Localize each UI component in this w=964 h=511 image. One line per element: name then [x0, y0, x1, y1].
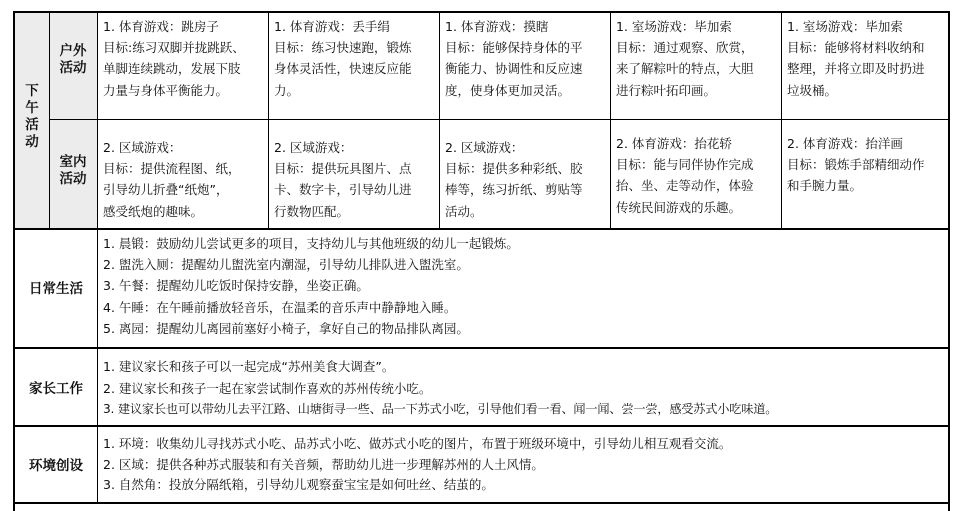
- afternoon-label: 下午活动: [25, 83, 39, 150]
- daily-label: 日常生活: [29, 281, 83, 297]
- list-item: 1. 晨锻：鼓励幼儿尝试更多的项目，支持幼儿与其他班级的幼儿一起锻炼。: [103, 236, 519, 251]
- divider: [15, 347, 950, 349]
- outdoor-label: 户外活动: [59, 43, 87, 76]
- outdoor-activity-1: 1. 体育游戏：跳房子 目标:练习双脚并拢跳跃、 单脚连续跳动，发展下肢 力量与身体平衡能力。: [103, 19, 245, 98]
- divider: [97, 13, 98, 503]
- list-item: 5. 离园：提醒幼儿离园前塞好小椅子，拿好自己的物品排队离园。: [103, 320, 469, 336]
- outdoor-activity-4: 1. 室场游戏：毕加索 目标：通过观察、欣赏， 来了解粽叶的特点，大胆 进行粽叶拓印画。: [616, 19, 754, 98]
- list-item: 3. 建议家长也可以带幼儿去平江路、山塘街寻一些、品一下苏式小吃，引导他们看一看、闻一闻、尝一尝，感受苏式小吃味道。: [103, 402, 778, 416]
- list-item: 4. 午睡：在午睡前播放轻音乐，在温柔的音乐声中静静地入睡。: [103, 299, 457, 315]
- divider: [268, 13, 269, 228]
- divider: [610, 13, 611, 228]
- parents-label: 家长工作: [29, 381, 83, 397]
- indoor-activity-2: 2. 区域游戏： 目标：提供玩具图片、点 卡、数字卡，引导幼儿进 行数物匹配。: [274, 140, 412, 219]
- list-item: 3. 自然角：投放分隔纸箱，引导幼儿观察蚕宝宝是如何吐丝、结茧的。: [103, 477, 494, 492]
- environment-list: [103, 434, 948, 496]
- list-item: 3. 午餐：提醒幼儿吃饭时保持安静，坐姿正确。: [103, 278, 369, 294]
- divider: [15, 425, 950, 427]
- list-item: 1. 建议家长和孩子可以一起完成“苏州美食大调查”。: [103, 359, 395, 374]
- weekly-plan-table: [13, 11, 950, 511]
- list-item: 1. 环境：收集幼儿寻找苏式小吃、品苏式小吃、做苏式小吃的图片，布置于班级环境中，引导幼儿相互观看交流。: [103, 436, 732, 451]
- outdoor-activity-2: 1. 体育游戏：丢手绢 目标：练习快速跑，锻炼 身体灵活性，快速反应能 力。: [274, 19, 412, 98]
- environment-label: 环境创设: [29, 458, 83, 474]
- divider: [439, 13, 440, 228]
- indoor-activity-5: 2. 体育游戏：抬洋画 目标：锻炼手部精细动作 和手腕力量。: [787, 136, 925, 194]
- list-item: 2. 区域：提供各种苏式服装和有关音频，帮助幼儿进一步理解苏州的人土风情。: [103, 456, 544, 472]
- parent-work-list: [103, 356, 948, 421]
- divider: [49, 119, 950, 120]
- daily-life-list: [103, 233, 943, 339]
- divider: [781, 13, 782, 228]
- indoor-activity-3: 2. 区域游戏： 目标：提供多种彩纸、胶 棒等，练习折纸、剪贴等 活动。: [445, 140, 583, 219]
- outdoor-activity-5: 1. 室场游戏：毕加索 目标：能够将材料收纳和 整理，并将立即及时扔进 垃圾桶。: [787, 19, 925, 98]
- divider: [15, 502, 950, 504]
- divider: [49, 13, 50, 228]
- indoor-label: 室内活动: [59, 154, 87, 187]
- list-item: 2. 盥洗入厕：提醒幼儿盥洗室内潮湿，引导幼儿排队进入盥洗室。: [103, 257, 469, 273]
- indoor-activity-1: 2. 区域游戏： 目标：提供流程图、纸， 引导幼儿折叠“纸炮”， 感受纸炮的趣味。: [103, 140, 241, 219]
- divider: [15, 228, 950, 230]
- outdoor-activity-3: 1. 体育游戏：摸瞎 目标：能够保持身体的平 衡能力、协调性和反应速 度，使身体更加灵活。: [445, 19, 583, 98]
- list-item: 2. 建议家长和孩子一起在家尝试制作喜欢的苏州传统小吃。: [103, 380, 432, 396]
- indoor-activity-4: 2. 体育游戏：抬花轿 目标：能与同伴协作完成 抬、坐、走等动作，体验 传统民间游戏的乐趣。: [616, 136, 754, 215]
